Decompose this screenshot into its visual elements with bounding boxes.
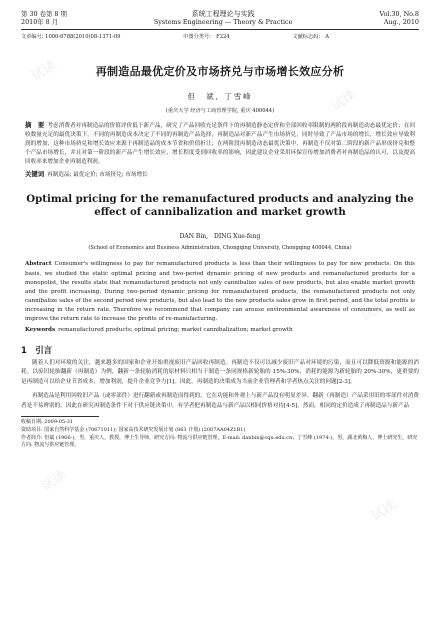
abstract-cn (21, 121, 419, 167)
volume-issue-cn: 第 30 卷第 8 期 (21, 10, 67, 18)
watermark: 试读 (39, 467, 70, 495)
running-header (21, 0, 419, 26)
footnote-rule (21, 416, 99, 417)
document-code: 文献标志码: A (292, 34, 329, 40)
header-right (379, 10, 419, 26)
abstract-label-cn: 摘 要 (25, 121, 45, 129)
affiliation-cn: (重庆大学 经济与工商管理学院, 重庆 400044) (165, 108, 275, 114)
authors-cn: 但 斌, 丁雪峰 (187, 92, 253, 101)
title-en: Optimal pricing for the remanufactured products and analyzing the effect of cannibalization and market growth (26, 193, 414, 219)
watermark: 试读 (329, 87, 360, 115)
keywords-text-en: remanufactured products; optimal pricing; market cannibalization; market growth (58, 327, 293, 334)
title-cn: 再制造品最优定价及市场挤兑与市场增长效应分析 (95, 65, 345, 78)
footnotes (21, 419, 419, 449)
header-left (21, 10, 67, 26)
intro-paragraph-1: 随着人们对环境的关注，越来越多的国家和企业开始重视废旧产品回收再制造。再制造不仅可以减少废旧产品对环境的污染，而且可以降低资源和能源的消耗。以废旧轮胎翻新（再制造）为例，翻新一条轮胎消耗的原材料只相当于制造一条同规格新轮胎的 15%-30%，消耗的能源为新轮胎的 20%-30%，更重要的是再制造可以给企业节省成本，增加利润，提升企业竞争力[1]。因此，再制造的决策成为当前企业管理者和学者热点关注的问题[2-3]。 (21, 360, 419, 385)
funding-note: 资助项目: 国家自然科学基金 (70671011); 国家高技术研究发展计划 (863 计划) (2007AA04Z1B1) (21, 426, 246, 433)
clc-number: 中图分类号: F224 (183, 34, 230, 40)
intro-paragraph-2: 再制造品是利用回收旧产品（或零部件）进行翻新或再制造而得到的，它在功能和外观上与新产品没有明显差异。翻新（再制造）产品采用旧的零部件对消费者是不易辨别的。因此在研究再制造条件下对于供应链决策中，有学者把再制造品与新产品以相同价格对待[4-5]，然而，相同的定价造成了再制造品与新产品 (21, 393, 419, 409)
watermark: 试读 (359, 297, 390, 325)
journal-name-en: Systems Engineering — Theory & Practice (153, 18, 293, 26)
watermark: 试读 (79, 267, 110, 295)
section-heading-introduction: 1 引言 (21, 345, 52, 356)
author-bio: 作者简介: 但斌 (1966-)，男，重庆人，教授，博士生导师，研究方向: 物流与供应链管理，E-mail: danbin@cqu.edu.cn；丁雪峰 (1974-)，男，湖北黄梅人，博士研究生，研究方向: 物流与供应链管理。 (21, 434, 418, 449)
date-en: Aug., 2010 (383, 18, 419, 26)
affiliation-en: (School of Economics and Business Administration, Chongqing University, Chongqing 400044, China) (88, 245, 352, 252)
received-date: 收稿日期: 2009-05-31 (21, 419, 74, 426)
watermark: 试读 (29, 57, 60, 85)
abstract-en (21, 260, 419, 324)
keywords-label-en: Keywords (25, 327, 56, 334)
keywords-cn (21, 169, 419, 178)
journal-name-cn: 系统工程理论与实践 (191, 10, 255, 18)
abstract-text-en: Consumer's willingness to pay for remanufactured products is less than their willingness to pay for new products. On this basis, we studied the static optimal pricing and two-period dynamic pricing of new products and remanufactured products for a monopolist, the results state that remanufactured products not only cannibalize sales of new products, but also enable market growth and the profit increasing. During two-period dynamic pricing for remanufactured products, the remanufactured products not only cannibalize sales of the second period new products, but also lead to the new products sales grow in first period, and the total profits is increasing in the return rate. Therefore we recommend that company can arouse environmental awareness of consumers, as well as improve the return rate to increase the profits of re-manufacturing. (25, 261, 415, 323)
keywords-text-cn: 再制造品; 最优定价; 市场挤兑; 市场增长 (47, 172, 148, 179)
article-meta (21, 33, 419, 40)
authors-en: DAN Bin, DING Xue-feng (179, 233, 261, 241)
abstract-label-en: Abstract (25, 261, 52, 268)
volume-issue-en: Vol.30, No.8 (379, 10, 419, 18)
keywords-label-cn: 关键词 (25, 170, 45, 179)
header-center (154, 10, 293, 26)
header-rule (21, 29, 419, 30)
keywords-en (21, 327, 419, 333)
watermark: 试读 (369, 497, 400, 525)
article-number: 文章编号: 1000-6788(2010)08-1371-09 (21, 34, 121, 40)
date-cn: 2010年 8 月 (21, 18, 59, 26)
abstract-text-cn: 考虑消费者对再制造品的价值评价低于新产品，研究了产品回收充足条件下的再制造静态定价和全部回收率限制的两阶段再制造动态最优定价；在回收数量充足的最优决策下，不同的再制造成本决定了不同的再制造产品选择，再制造品对新产品产生市场挤兑，同时导致了产品市场的增长，增长效应导致利润的增加，这种市场挤兑和增长效应来源于再制造品的成本节省和价值折让；在两阶段再制造动态最优决策中，再制造不仅对第二阶段的新产品形成挤兑和整个产品市场增长，并且对第一阶段的新产品产生增长效应，增长程度受到回收率的影响，因此建议企业采用环保宣传增加消费者对再制造品的认可，以及提高回收率来增加企业再制造利润。 (25, 123, 416, 166)
